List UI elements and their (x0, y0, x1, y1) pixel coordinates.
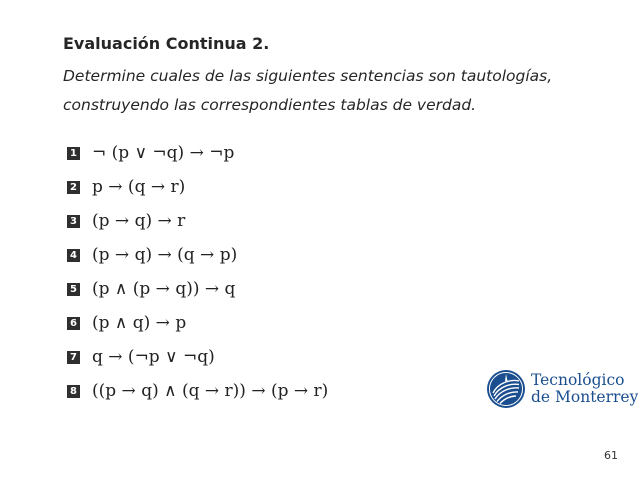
slide-intro: Determine cuales de las siguientes sentencias son tautologías, construyendo las correspondientes tablas de verdad. (63, 67, 553, 114)
logo-line-2: de Monterrey (531, 388, 638, 406)
statement-list (67, 136, 328, 408)
item-formula: (p ∧ q) → p (92, 313, 187, 333)
item-formula: q → (¬p ∨ ¬q) (92, 347, 215, 367)
list-item (67, 136, 328, 170)
list-item (67, 204, 328, 238)
item-formula: (p ∧ (p → q)) → q (92, 279, 236, 299)
item-number-badge: 2 (67, 181, 80, 194)
item-formula: ¬ (p ∨ ¬q) → ¬p (92, 143, 235, 163)
page-number: 61 (604, 449, 618, 462)
item-number-badge: 7 (67, 351, 80, 364)
list-item (67, 170, 328, 204)
list-item (67, 306, 328, 340)
logo-wordmark (531, 372, 638, 406)
item-number-badge: 1 (67, 147, 80, 160)
item-number-badge: 5 (67, 283, 80, 296)
list-item (67, 374, 328, 408)
item-number-badge: 6 (67, 317, 80, 330)
item-number-badge: 4 (67, 249, 80, 262)
item-formula: ((p → q) ∧ (q → r)) → (p → r) (92, 381, 329, 401)
item-formula: (p → q) → r (92, 211, 186, 231)
list-item (67, 238, 328, 272)
logo-line-1: Tecnológico (531, 371, 625, 389)
list-item (67, 340, 328, 374)
item-formula: p → (q → r) (92, 177, 186, 197)
item-formula: (p → q) → (q → p) (92, 245, 238, 265)
item-number-badge: 8 (67, 385, 80, 398)
tec-monterrey-seal-icon (486, 369, 526, 409)
slide-title: Evaluación Continua 2. (63, 34, 270, 53)
tec-monterrey-logo (486, 369, 638, 409)
item-number-badge: 3 (67, 215, 80, 228)
list-item (67, 272, 328, 306)
